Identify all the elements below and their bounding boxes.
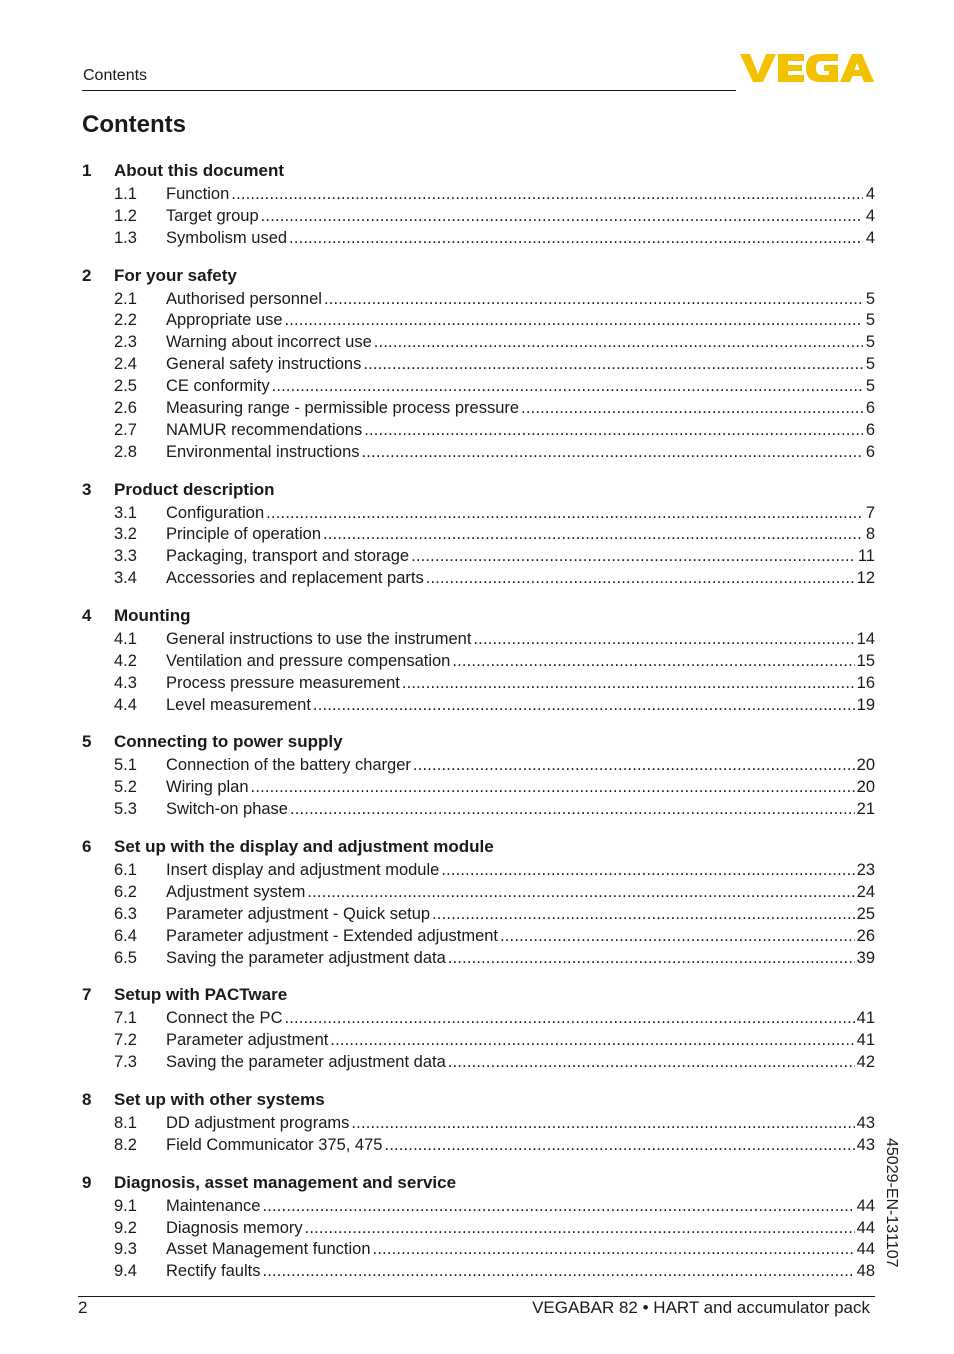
entry-number: 4.4 <box>114 695 137 714</box>
entry-page-number: 44 <box>856 1218 875 1237</box>
toc-section <box>82 834 875 969</box>
entry-page-number: 26 <box>856 926 875 945</box>
toc-entry[interactable] <box>82 882 875 904</box>
dot-leader <box>362 442 863 464</box>
entry-page-number: 11 <box>857 547 875 566</box>
running-header: Contents <box>83 67 148 84</box>
entry-page-number: 4 <box>865 206 875 225</box>
section-title: Connecting to power supply <box>114 732 343 752</box>
toc-entry[interactable] <box>82 568 875 590</box>
footer-rule <box>78 1296 875 1297</box>
entry-page-number: 6 <box>865 442 875 461</box>
toc-entry[interactable] <box>82 206 875 228</box>
toc-section <box>82 1170 875 1284</box>
dot-leader <box>373 1239 855 1261</box>
entry-page-number: 39 <box>856 948 875 967</box>
section-number: 9 <box>82 1172 92 1192</box>
dot-leader <box>413 755 855 777</box>
dot-leader <box>364 420 863 442</box>
toc-entry[interactable] <box>82 546 875 568</box>
section-number: 1 <box>82 161 92 180</box>
toc-section <box>82 263 875 464</box>
toc-entry[interactable] <box>82 1008 875 1030</box>
section-title: For your safety <box>114 265 237 285</box>
dot-leader <box>262 1261 854 1283</box>
entry-number: 2.8 <box>114 442 137 461</box>
toc-entry[interactable] <box>82 755 875 777</box>
footer-product-name: VEGABAR 82 • HART and accumulator pack <box>532 1298 870 1317</box>
entry-page-number: 16 <box>856 673 875 692</box>
entry-number: 2.6 <box>114 399 137 418</box>
entry-title: Appropriate use <box>166 311 283 330</box>
entry-title: General instructions to use the instrument <box>166 630 472 649</box>
entry-title: Ventilation and pressure compensation <box>166 651 451 670</box>
entry-page-number: 6 <box>865 420 875 439</box>
toc-section-heading[interactable] <box>82 477 875 503</box>
section-number: 7 <box>82 985 92 1005</box>
entry-title: General safety instructions <box>166 355 362 374</box>
toc-section-heading[interactable] <box>82 729 875 755</box>
entry-page-number: 24 <box>856 882 875 901</box>
toc-entry[interactable] <box>82 695 875 717</box>
entry-number: 9.4 <box>114 1262 137 1281</box>
entry-title: Target group <box>166 206 259 225</box>
dot-leader <box>473 629 854 651</box>
entry-title: Authorised personnel <box>166 289 322 308</box>
entry-title: Level measurement <box>166 695 311 714</box>
dot-leader <box>411 546 856 568</box>
dot-leader <box>384 1135 854 1157</box>
toc-section <box>82 1087 875 1157</box>
dot-leader <box>266 503 863 525</box>
entry-page-number: 5 <box>865 377 875 396</box>
section-title: Mounting <box>114 606 191 626</box>
entry-page-number: 5 <box>865 333 875 352</box>
toc-entry[interactable] <box>82 1030 875 1052</box>
entry-title: Symbolism used <box>166 228 288 247</box>
entry-page-number: 5 <box>865 355 875 374</box>
entry-page-number: 8 <box>865 525 875 544</box>
toc-entry[interactable] <box>82 860 875 882</box>
entry-title: NAMUR recommendations <box>166 420 363 439</box>
dot-leader <box>448 1052 855 1074</box>
dot-leader <box>323 524 863 546</box>
section-title: Diagnosis, asset management and service <box>114 1172 457 1192</box>
entry-number: 3.1 <box>114 503 137 522</box>
entry-number: 7.2 <box>114 1031 137 1050</box>
dot-leader <box>307 882 854 904</box>
toc-entry[interactable] <box>82 1261 875 1283</box>
entry-number: 6.5 <box>114 948 137 967</box>
entry-page-number: 6 <box>865 399 875 418</box>
entry-number: 2.1 <box>114 289 137 308</box>
entry-number: 4.1 <box>114 630 137 649</box>
entry-title: Connection of the battery charger <box>166 756 411 775</box>
entry-title: CE conformity <box>166 377 270 396</box>
toc-entry[interactable] <box>82 777 875 799</box>
toc-entry[interactable] <box>82 354 875 376</box>
toc-entry[interactable] <box>82 184 875 206</box>
toc-entry[interactable] <box>82 799 875 821</box>
section-title: Setup with PACTware <box>114 985 288 1005</box>
entry-page-number: 4 <box>865 185 875 203</box>
entry-title: Connect the PC <box>166 1009 283 1028</box>
dot-leader <box>402 673 855 695</box>
entry-title: Environmental instructions <box>166 442 360 461</box>
entry-number: 3.2 <box>114 525 137 544</box>
table-of-contents <box>82 158 875 1296</box>
document-code: 45029-EN-131107 <box>883 1138 900 1268</box>
entry-number: 6.3 <box>114 904 137 923</box>
vega-logo <box>740 52 874 84</box>
dot-leader <box>441 860 854 882</box>
toc-entry[interactable] <box>82 948 875 970</box>
entry-number: 9.1 <box>114 1196 137 1215</box>
toc-entry[interactable] <box>82 651 875 673</box>
entry-number: 8.1 <box>114 1113 137 1132</box>
entry-page-number: 20 <box>856 778 875 797</box>
toc-entry[interactable] <box>82 673 875 695</box>
entry-page-number: 5 <box>865 311 875 330</box>
entry-number: 5.3 <box>114 800 137 819</box>
dot-leader <box>261 206 863 228</box>
entry-title: Rectify faults <box>166 1262 261 1281</box>
entry-title: Asset Management function <box>166 1240 371 1259</box>
dot-leader <box>289 228 863 250</box>
entry-number: 9.2 <box>114 1218 137 1237</box>
toc-entry[interactable] <box>82 398 875 420</box>
entry-number: 8.2 <box>114 1135 137 1154</box>
entry-page-number: 15 <box>856 651 875 670</box>
entry-title: Parameter adjustment <box>166 1031 329 1050</box>
entry-number: 4.2 <box>114 651 137 670</box>
entry-title: Parameter adjustment - Extended adjustment <box>166 926 499 945</box>
entry-number: 7.3 <box>114 1053 137 1072</box>
entry-number: 5.2 <box>114 778 137 797</box>
dot-leader <box>452 651 854 673</box>
entry-page-number: 7 <box>865 503 875 522</box>
entry-title: Measuring range - permissible process pressure <box>166 399 520 418</box>
entry-page-number: 44 <box>856 1196 875 1215</box>
entry-number: 6.1 <box>114 861 137 880</box>
entry-number: 1.2 <box>114 206 137 225</box>
entry-page-number: 4 <box>865 228 875 247</box>
dot-leader <box>272 376 863 398</box>
section-number: 3 <box>82 479 92 499</box>
entry-title: Parameter adjustment - Quick setup <box>166 904 431 923</box>
dot-leader <box>231 184 863 206</box>
toc-section-heading[interactable] <box>82 158 875 184</box>
section-title: Product description <box>114 479 275 499</box>
dot-leader <box>305 1218 855 1240</box>
entry-title: Accessories and replacement parts <box>166 569 424 588</box>
dot-leader <box>330 1030 854 1052</box>
entry-page-number: 44 <box>856 1240 875 1259</box>
entry-page-number: 23 <box>856 861 875 880</box>
entry-title: Insert display and adjustment module <box>166 861 440 880</box>
toc-section-heading[interactable] <box>82 1170 875 1196</box>
section-number: 6 <box>82 837 92 857</box>
entry-title: Packaging, transport and storage <box>166 547 410 566</box>
toc-entry[interactable] <box>82 1052 875 1074</box>
entry-page-number: 42 <box>856 1053 875 1072</box>
entry-number: 1.3 <box>114 228 137 247</box>
section-title: About this document <box>114 161 284 180</box>
entry-number: 2.4 <box>114 355 137 374</box>
dot-leader <box>324 289 863 311</box>
entry-page-number: 41 <box>856 1031 875 1050</box>
entry-number: 9.3 <box>114 1240 137 1259</box>
toc-section <box>82 477 875 591</box>
entry-page-number: 20 <box>856 756 875 775</box>
toc-section-heading[interactable] <box>82 834 875 860</box>
dot-leader <box>448 948 855 970</box>
dot-leader <box>363 354 863 376</box>
entry-number: 2.5 <box>114 377 137 396</box>
entry-title: Saving the parameter adjustment data <box>166 948 446 967</box>
toc-entry[interactable] <box>82 524 875 546</box>
toc-entry[interactable] <box>82 503 875 525</box>
section-title: Set up with other systems <box>114 1089 325 1109</box>
section-number: 4 <box>82 606 92 626</box>
toc-entry[interactable] <box>82 310 875 332</box>
section-number: 5 <box>82 732 92 752</box>
dot-leader <box>251 777 855 799</box>
toc-section-heading[interactable] <box>82 982 875 1008</box>
toc-section <box>82 729 875 821</box>
entry-page-number: 41 <box>856 1009 875 1028</box>
dot-leader <box>426 568 855 590</box>
dot-leader <box>432 904 855 926</box>
dot-leader <box>374 332 863 354</box>
entry-title: Configuration <box>166 503 265 522</box>
section-title: Set up with the display and adjustment module <box>114 837 494 857</box>
entry-number: 1.1 <box>114 185 137 203</box>
toc-entry[interactable] <box>82 1239 875 1261</box>
dot-leader <box>521 398 863 420</box>
entry-title: DD adjustment programs <box>166 1113 350 1132</box>
entry-number: 3.4 <box>114 569 137 588</box>
entry-title: Maintenance <box>166 1196 261 1215</box>
entry-page-number: 12 <box>856 569 875 588</box>
toc-section <box>82 603 875 717</box>
entry-page-number: 48 <box>856 1262 875 1281</box>
entry-page-number: 5 <box>865 289 875 308</box>
entry-number: 6.2 <box>114 882 137 901</box>
toc-entry[interactable] <box>82 1196 875 1218</box>
toc-entry[interactable] <box>82 228 875 250</box>
entry-title: Saving the parameter adjustment data <box>166 1053 446 1072</box>
toc-section <box>82 158 875 250</box>
entry-number: 2.2 <box>114 311 137 330</box>
toc-entry[interactable] <box>82 376 875 398</box>
page-title: Contents <box>82 111 186 138</box>
entry-page-number: 14 <box>856 630 875 649</box>
entry-title: Process pressure measurement <box>166 673 400 692</box>
toc-entry[interactable] <box>82 1218 875 1240</box>
toc-entry[interactable] <box>82 904 875 926</box>
toc-section <box>82 982 875 1074</box>
toc-section-heading[interactable] <box>82 1087 875 1113</box>
entry-page-number: 21 <box>856 800 875 819</box>
entry-number: 2.3 <box>114 333 137 352</box>
entry-title: Diagnosis memory <box>166 1218 303 1237</box>
dot-leader <box>290 799 855 821</box>
entry-title: Warning about incorrect use <box>166 333 372 352</box>
entry-page-number: 43 <box>856 1113 875 1132</box>
section-number: 2 <box>82 265 92 285</box>
entry-number: 4.3 <box>114 673 137 692</box>
dot-leader <box>351 1113 854 1135</box>
entry-title: Function <box>166 185 230 203</box>
entry-page-number: 19 <box>856 695 875 714</box>
header-rule <box>82 90 736 91</box>
entry-title: Field Communicator 375, 475 <box>166 1135 383 1154</box>
toc-entry[interactable] <box>82 1135 875 1157</box>
toc-entry[interactable] <box>82 926 875 948</box>
entry-number: 6.4 <box>114 926 137 945</box>
entry-number: 2.7 <box>114 420 137 439</box>
dot-leader <box>285 310 864 332</box>
toc-entry[interactable] <box>82 332 875 354</box>
dot-leader <box>500 926 855 948</box>
dot-leader <box>284 1008 854 1030</box>
entry-number: 5.1 <box>114 756 137 775</box>
entry-title: Principle of operation <box>166 525 322 544</box>
entry-title: Switch-on phase <box>166 800 288 819</box>
footer-page-number: 2 <box>78 1298 88 1317</box>
toc-entry[interactable] <box>82 442 875 464</box>
entry-number: 3.3 <box>114 547 137 566</box>
toc-entry[interactable] <box>82 420 875 442</box>
toc-entry[interactable] <box>82 629 875 651</box>
section-number: 8 <box>82 1089 92 1109</box>
dot-leader <box>313 695 855 717</box>
toc-entry[interactable] <box>82 289 875 311</box>
entry-title: Wiring plan <box>166 778 249 797</box>
toc-section-heading[interactable] <box>82 603 875 629</box>
entry-page-number: 43 <box>856 1135 875 1154</box>
entry-page-number: 25 <box>856 904 875 923</box>
dot-leader <box>262 1196 854 1218</box>
toc-entry[interactable] <box>82 1113 875 1135</box>
entry-title: Adjustment system <box>166 882 306 901</box>
toc-section-heading[interactable] <box>82 263 875 289</box>
entry-number: 7.1 <box>114 1009 137 1028</box>
